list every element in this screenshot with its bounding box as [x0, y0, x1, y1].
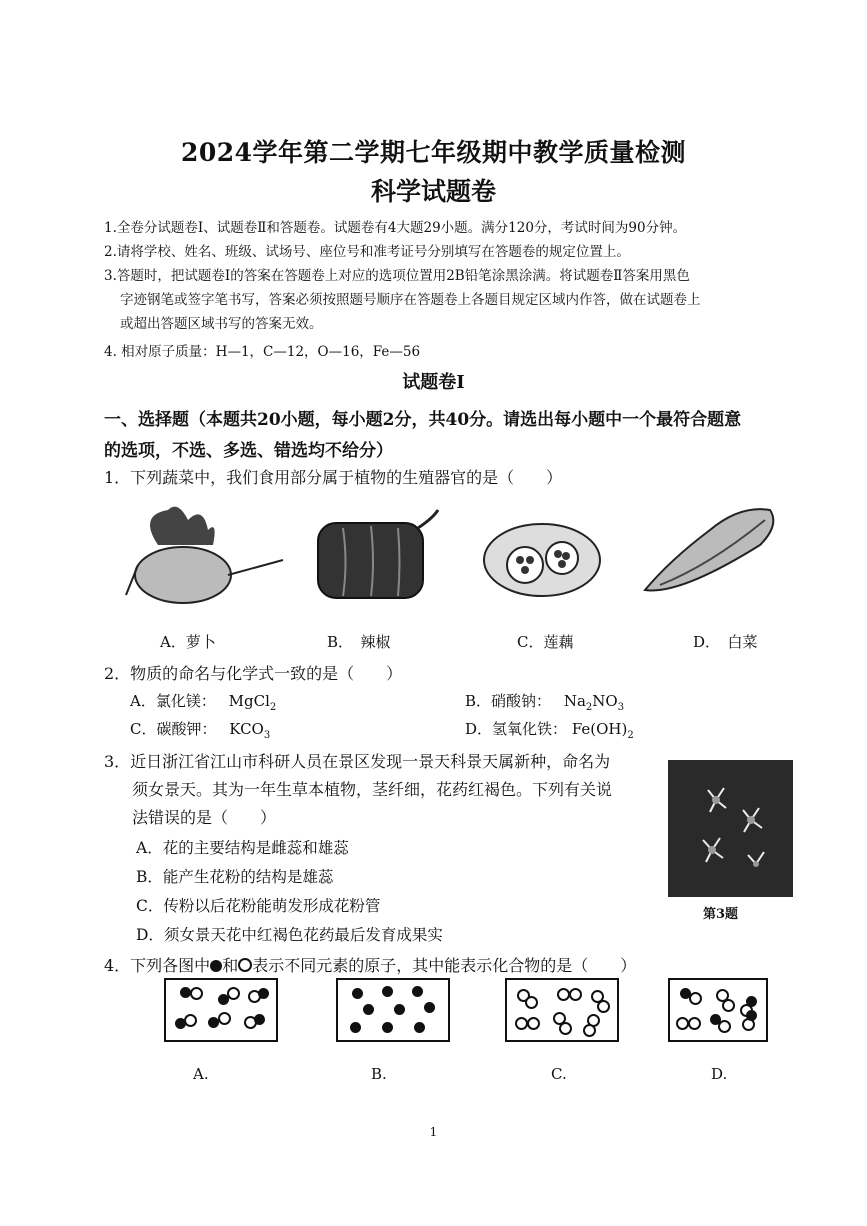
q4-label-d: D. — [711, 1065, 728, 1083]
instruction-3-cont2: 或超出答题区域书写的答案无效。 — [120, 316, 323, 332]
question-2-stem: 2．物质的命名与化学式一致的是（ ） — [104, 664, 403, 683]
question-4-stem — [104, 953, 636, 976]
q2-d-formula: Fe(OH) — [571, 720, 628, 738]
section-heading — [104, 405, 794, 467]
sedum-photo — [668, 760, 793, 897]
q2-option-c — [130, 718, 270, 741]
q4-stem-suffix: 表示不同元素的原子，其中能表示化合物的是（ ） — [252, 956, 637, 975]
q3-option-d: D．须女景天花中红褐色花药最后发育成果实 — [136, 926, 443, 944]
q2-a-formula: MgCl — [228, 692, 270, 710]
q3-stem-line3: 法错误的是（ ） — [132, 808, 277, 827]
q2-b-label: B．硝酸钠： — [465, 692, 552, 710]
q2-b-formula2: NO — [592, 692, 618, 710]
instruction-4: 4. 相对原子质量：H—1，C—12，O—16，Fe—56 — [104, 344, 421, 360]
q2-d-label: D．氢氧化铁： — [465, 720, 568, 738]
q3-option-a: A．花的主要结构是雌蕊和雄蕊 — [136, 839, 349, 857]
instruction-2: 2.请将学校、姓名、班级、试场号、座位号和准考证号分别填写在答题卷的规定位置上。 — [104, 244, 630, 260]
q4-box-c — [505, 978, 619, 1042]
q2-b-formula1: Na — [563, 692, 586, 710]
q4-box-d — [668, 978, 768, 1042]
q2-b-sub2: 3 — [617, 702, 625, 713]
q2-c-sub: 3 — [263, 730, 271, 741]
instruction-1: 1.全卷分试题卷Ⅰ、试题卷Ⅱ和答题卷。试题卷有4大题29小题。满分120分，考试时间为90分钟。 — [104, 220, 687, 236]
pepper-image — [313, 508, 443, 603]
q3-stem-line1: 3．近日浙江省江山市科研人员在景区发现一景天科景天属新种，命名为 — [104, 752, 611, 771]
hollow-atom-icon — [238, 958, 252, 972]
page-number: 1 — [429, 1125, 438, 1139]
instruction-3: 3.答题时，把试题卷Ⅰ的答案在答题卷上对应的选项位置用2B铅笔涂黑涂满。将试题卷Ⅱ答案用黑色 — [104, 268, 690, 284]
q4-stem-mid: 和 — [222, 956, 239, 975]
question-1-stem: 1．下列蔬菜中，我们食用部分属于植物的生殖器官的是（ ） — [104, 468, 563, 487]
radish-image — [118, 505, 288, 605]
q3-options — [136, 834, 443, 950]
q1-option-a: A．萝卜 — [160, 633, 216, 651]
instructions — [104, 216, 794, 364]
q3-stem-line2: 须女景天。其为一年生草本植物，茎纤细，花药红褐色。下列有关说 — [132, 780, 613, 799]
q4-box-b — [336, 978, 450, 1042]
q3-option-b: B．能产生花粉的结构是雄蕊 — [136, 868, 334, 886]
q1-option-d: D． 白菜 — [693, 633, 758, 651]
q4-label-b: B. — [371, 1065, 387, 1083]
q2-option-b — [465, 690, 624, 713]
exam-subtitle: 科学试题卷 — [370, 177, 496, 206]
q3-option-c: C．传粉以后花粉能萌发形成花粉管 — [136, 897, 381, 915]
q2-b-sub1: 2 — [585, 702, 593, 713]
instruction-3-cont: 字迹钢笔或签字笔书写，答案必须按照题号顺序在答题卷上各题目规定区域内作答，做在试题卷上 — [120, 292, 701, 308]
q2-option-d — [465, 718, 634, 741]
figure-3-caption: 第3题 — [703, 907, 739, 922]
question-3-stem — [104, 748, 612, 832]
section-heading-line1: 一、选择题（本题共20小题，每小题2分，共40分。请选出每小题中一个最符合题意 — [104, 410, 742, 430]
q2-a-label: A．氯化镁： — [130, 692, 216, 710]
q2-c-formula: KCO — [229, 720, 264, 738]
q4-box-a — [164, 978, 278, 1042]
q2-c-label: C．碳酸钾： — [130, 720, 217, 738]
cabbage-image — [640, 505, 785, 600]
exam-title: 2024学年第二学期七年级期中教学质量检测 — [180, 138, 687, 167]
q1-option-b: B． 辣椒 — [327, 633, 391, 651]
section-title: 试题卷Ⅰ — [402, 372, 465, 393]
q4-stem-prefix: 4．下列各图中 — [104, 956, 211, 975]
lotus-root-image — [480, 510, 610, 600]
q4-label-a: A. — [193, 1065, 209, 1083]
q4-label-c: C. — [551, 1065, 567, 1083]
q2-a-sub: 2 — [269, 702, 277, 713]
q2-d-sub: 2 — [627, 730, 634, 741]
q1-option-c: C．莲藕 — [517, 633, 574, 651]
filled-atom-icon — [210, 960, 222, 972]
q2-option-a — [130, 690, 276, 713]
section-heading-line2: 的选项，不选、多选、错选均不给分） — [104, 441, 393, 461]
